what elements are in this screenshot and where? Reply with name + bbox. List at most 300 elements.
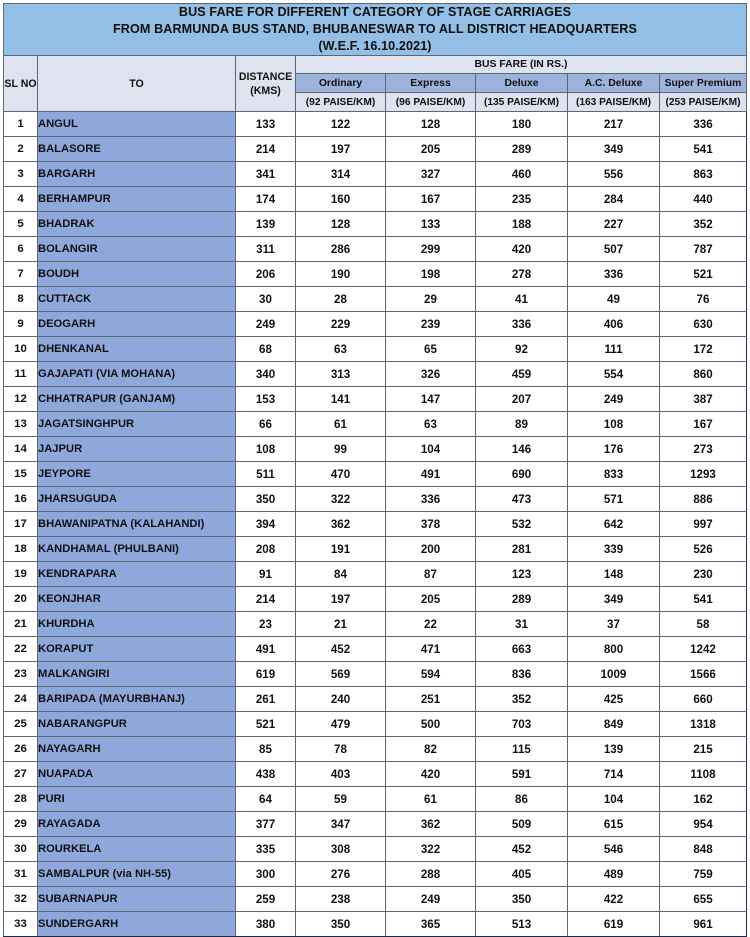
cell-ordinary: 403	[296, 762, 386, 787]
cell-express: 288	[386, 862, 476, 887]
cell-deluxe: 89	[476, 412, 568, 437]
cell-distance: 341	[236, 162, 296, 187]
table-row	[4, 862, 747, 887]
column-header-deluxe: Deluxe	[476, 74, 568, 93]
cell-destination: BARGARH	[38, 162, 236, 187]
cell-distance: 108	[236, 437, 296, 462]
cell-destination: KEONJHAR	[38, 587, 236, 612]
cell-destination: SAMBALPUR (via NH-55)	[38, 862, 236, 887]
cell-destination: BHADRAK	[38, 212, 236, 237]
cell-ac-deluxe: 249	[568, 387, 660, 412]
cell-ordinary: 347	[296, 812, 386, 837]
cell-deluxe: 452	[476, 837, 568, 862]
column-header-sl-no: SL NO	[4, 56, 38, 112]
cell-ordinary: 569	[296, 662, 386, 687]
cell-deluxe: 92	[476, 337, 568, 362]
cell-sl-no: 16	[4, 487, 38, 512]
cell-deluxe: 532	[476, 512, 568, 537]
cell-ordinary: 313	[296, 362, 386, 387]
cell-destination: BERHAMPUR	[38, 187, 236, 212]
cell-distance: 311	[236, 237, 296, 262]
cell-sl-no: 11	[4, 362, 38, 387]
cell-destination: PURI	[38, 787, 236, 812]
cell-deluxe: 188	[476, 212, 568, 237]
table-row	[4, 387, 747, 412]
column-header-express: Express	[386, 74, 476, 93]
cell-super-premium: 215	[660, 737, 747, 762]
table-row	[4, 137, 747, 162]
cell-ordinary: 238	[296, 887, 386, 912]
cell-sl-no: 14	[4, 437, 38, 462]
cell-destination: SUBARNAPUR	[38, 887, 236, 912]
cell-deluxe: 336	[476, 312, 568, 337]
cell-express: 65	[386, 337, 476, 362]
column-header-super-premium: Super Premium	[660, 74, 747, 93]
cell-distance: 214	[236, 137, 296, 162]
cell-ordinary: 479	[296, 712, 386, 737]
cell-deluxe: 180	[476, 112, 568, 137]
title-line-2: FROM BARMUNDA BUS STAND, BHUBANESWAR TO ALL DISTRICT HEADQUARTERS	[113, 22, 637, 36]
cell-distance: 214	[236, 587, 296, 612]
cell-sl-no: 26	[4, 737, 38, 762]
cell-distance: 91	[236, 562, 296, 587]
cell-ordinary: 286	[296, 237, 386, 262]
cell-sl-no: 23	[4, 662, 38, 687]
cell-ac-deluxe: 833	[568, 462, 660, 487]
cell-express: 82	[386, 737, 476, 762]
column-header-ac-deluxe: A.C. Deluxe	[568, 74, 660, 93]
cell-deluxe: 352	[476, 687, 568, 712]
cell-destination: BALASORE	[38, 137, 236, 162]
cell-destination: RAYAGADA	[38, 812, 236, 837]
cell-ordinary: 322	[296, 487, 386, 512]
cell-ac-deluxe: 571	[568, 487, 660, 512]
cell-ordinary: 99	[296, 437, 386, 462]
cell-deluxe: 690	[476, 462, 568, 487]
cell-distance: 350	[236, 487, 296, 512]
cell-express: 326	[386, 362, 476, 387]
cell-destination: CHHATRAPUR (GANJAM)	[38, 387, 236, 412]
cell-sl-no: 18	[4, 537, 38, 562]
cell-distance: 261	[236, 687, 296, 712]
cell-ac-deluxe: 284	[568, 187, 660, 212]
cell-express: 491	[386, 462, 476, 487]
cell-express: 22	[386, 612, 476, 637]
cell-distance: 66	[236, 412, 296, 437]
title-line-1: BUS FARE FOR DIFFERENT CATEGORY OF STAGE CARRIAGES	[178, 5, 572, 19]
cell-ac-deluxe: 339	[568, 537, 660, 562]
cell-super-premium: 162	[660, 787, 747, 812]
cell-super-premium: 860	[660, 362, 747, 387]
cell-destination: ROURKELA	[38, 837, 236, 862]
cell-distance: 380	[236, 912, 296, 937]
document-title	[4, 4, 747, 56]
cell-super-premium: 863	[660, 162, 747, 187]
cell-ac-deluxe: 507	[568, 237, 660, 262]
cell-deluxe: 115	[476, 737, 568, 762]
table-row	[4, 812, 747, 837]
cell-super-premium: 541	[660, 587, 747, 612]
rate-ac-deluxe: (163 PAISE/KM)	[568, 93, 660, 112]
cell-sl-no: 33	[4, 912, 38, 937]
cell-ac-deluxe: 422	[568, 887, 660, 912]
cell-sl-no: 1	[4, 112, 38, 137]
cell-distance: 249	[236, 312, 296, 337]
table-row	[4, 112, 747, 137]
cell-distance: 208	[236, 537, 296, 562]
table-row	[4, 462, 747, 487]
cell-destination: JHARSUGUDA	[38, 487, 236, 512]
table-row	[4, 562, 747, 587]
cell-deluxe: 350	[476, 887, 568, 912]
distance-unit: (KMS)	[250, 84, 281, 97]
cell-ac-deluxe: 714	[568, 762, 660, 787]
cell-destination: KORAPUT	[38, 637, 236, 662]
cell-super-premium: 167	[660, 412, 747, 437]
cell-deluxe: 207	[476, 387, 568, 412]
cell-deluxe: 473	[476, 487, 568, 512]
cell-destination: NAYAGARH	[38, 737, 236, 762]
cell-sl-no: 24	[4, 687, 38, 712]
cell-ac-deluxe: 489	[568, 862, 660, 887]
cell-super-premium: 58	[660, 612, 747, 637]
cell-ordinary: 84	[296, 562, 386, 587]
cell-ordinary: 160	[296, 187, 386, 212]
cell-express: 378	[386, 512, 476, 537]
cell-express: 299	[386, 237, 476, 262]
cell-deluxe: 31	[476, 612, 568, 637]
cell-super-premium: 172	[660, 337, 747, 362]
cell-ordinary: 308	[296, 837, 386, 862]
cell-destination: BOLANGIR	[38, 237, 236, 262]
cell-destination: GAJAPATI (VIA MOHANA)	[38, 362, 236, 387]
cell-sl-no: 29	[4, 812, 38, 837]
table-row	[4, 887, 747, 912]
table-row	[4, 412, 747, 437]
cell-express: 249	[386, 887, 476, 912]
cell-destination: MALKANGIRI	[38, 662, 236, 687]
cell-distance: 511	[236, 462, 296, 487]
cell-ac-deluxe: 425	[568, 687, 660, 712]
cell-ordinary: 122	[296, 112, 386, 137]
cell-super-premium: 387	[660, 387, 747, 412]
table-body	[4, 112, 747, 937]
cell-ac-deluxe: 349	[568, 587, 660, 612]
cell-sl-no: 30	[4, 837, 38, 862]
cell-ordinary: 59	[296, 787, 386, 812]
cell-sl-no: 8	[4, 287, 38, 312]
cell-express: 128	[386, 112, 476, 137]
cell-super-premium: 759	[660, 862, 747, 887]
cell-super-premium: 1108	[660, 762, 747, 787]
table-row	[4, 587, 747, 612]
table-row	[4, 687, 747, 712]
cell-express: 104	[386, 437, 476, 462]
column-header-ordinary: Ordinary	[296, 74, 386, 93]
cell-distance: 394	[236, 512, 296, 537]
cell-destination: KHURDHA	[38, 612, 236, 637]
table-row	[4, 712, 747, 737]
cell-destination: CUTTACK	[38, 287, 236, 312]
cell-super-premium: 655	[660, 887, 747, 912]
distance-label: DISTANCE	[238, 70, 293, 83]
cell-destination: BHAWANIPATNA (KALAHANDI)	[38, 512, 236, 537]
cell-ac-deluxe: 546	[568, 837, 660, 862]
cell-ac-deluxe: 800	[568, 637, 660, 662]
cell-distance: 259	[236, 887, 296, 912]
cell-express: 362	[386, 812, 476, 837]
cell-ac-deluxe: 849	[568, 712, 660, 737]
cell-destination: ANGUL	[38, 112, 236, 137]
cell-ordinary: 63	[296, 337, 386, 362]
cell-ordinary: 276	[296, 862, 386, 887]
cell-ordinary: 197	[296, 587, 386, 612]
cell-super-premium: 440	[660, 187, 747, 212]
cell-distance: 174	[236, 187, 296, 212]
cell-express: 147	[386, 387, 476, 412]
table-row	[4, 337, 747, 362]
cell-distance: 335	[236, 837, 296, 862]
cell-express: 63	[386, 412, 476, 437]
cell-deluxe: 509	[476, 812, 568, 837]
cell-express: 167	[386, 187, 476, 212]
cell-sl-no: 15	[4, 462, 38, 487]
bus-fare-table	[3, 3, 747, 937]
cell-ac-deluxe: 349	[568, 137, 660, 162]
table-row	[4, 212, 747, 237]
cell-ordinary: 197	[296, 137, 386, 162]
cell-deluxe: 591	[476, 762, 568, 787]
table-row	[4, 287, 747, 312]
cell-ordinary: 141	[296, 387, 386, 412]
title-line-3: (W.E.F. 16.10.2021)	[318, 39, 432, 53]
cell-deluxe: 836	[476, 662, 568, 687]
cell-sl-no: 9	[4, 312, 38, 337]
cell-express: 500	[386, 712, 476, 737]
cell-destination: JAGATSINGHPUR	[38, 412, 236, 437]
cell-super-premium: 886	[660, 487, 747, 512]
cell-destination: SUNDERGARH	[38, 912, 236, 937]
cell-ac-deluxe: 217	[568, 112, 660, 137]
column-header-to: TO	[38, 56, 236, 112]
cell-express: 327	[386, 162, 476, 187]
cell-ordinary: 191	[296, 537, 386, 562]
cell-sl-no: 22	[4, 637, 38, 662]
cell-super-premium: 352	[660, 212, 747, 237]
cell-super-premium: 1293	[660, 462, 747, 487]
cell-express: 200	[386, 537, 476, 562]
table-row	[4, 762, 747, 787]
cell-super-premium: 787	[660, 237, 747, 262]
cell-deluxe: 41	[476, 287, 568, 312]
cell-destination: DEOGARH	[38, 312, 236, 337]
cell-destination: JEYPORE	[38, 462, 236, 487]
cell-destination: KENDRAPARA	[38, 562, 236, 587]
cell-distance: 340	[236, 362, 296, 387]
cell-ordinary: 350	[296, 912, 386, 937]
cell-sl-no: 28	[4, 787, 38, 812]
table-row	[4, 612, 747, 637]
cell-ordinary: 190	[296, 262, 386, 287]
cell-super-premium: 1318	[660, 712, 747, 737]
cell-sl-no: 6	[4, 237, 38, 262]
cell-sl-no: 32	[4, 887, 38, 912]
table-row	[4, 637, 747, 662]
cell-distance: 521	[236, 712, 296, 737]
cell-sl-no: 2	[4, 137, 38, 162]
cell-sl-no: 4	[4, 187, 38, 212]
cell-super-premium: 660	[660, 687, 747, 712]
cell-express: 420	[386, 762, 476, 787]
table-row	[4, 487, 747, 512]
cell-distance: 491	[236, 637, 296, 662]
table-row	[4, 512, 747, 537]
cell-sl-no: 21	[4, 612, 38, 637]
cell-deluxe: 663	[476, 637, 568, 662]
cell-ordinary: 21	[296, 612, 386, 637]
cell-express: 61	[386, 787, 476, 812]
column-header-distance	[236, 56, 296, 112]
cell-deluxe: 420	[476, 237, 568, 262]
cell-ac-deluxe: 37	[568, 612, 660, 637]
table-row	[4, 187, 747, 212]
cell-deluxe: 146	[476, 437, 568, 462]
cell-ac-deluxe: 619	[568, 912, 660, 937]
cell-ordinary: 314	[296, 162, 386, 187]
rate-deluxe: (135 PAISE/KM)	[476, 93, 568, 112]
cell-ordinary: 470	[296, 462, 386, 487]
cell-super-premium: 541	[660, 137, 747, 162]
cell-super-premium: 526	[660, 537, 747, 562]
cell-destination: DHENKANAL	[38, 337, 236, 362]
cell-ac-deluxe: 406	[568, 312, 660, 337]
cell-deluxe: 86	[476, 787, 568, 812]
cell-super-premium: 76	[660, 287, 747, 312]
cell-ordinary: 78	[296, 737, 386, 762]
table-header	[4, 4, 747, 112]
table-row	[4, 737, 747, 762]
cell-ac-deluxe: 615	[568, 812, 660, 837]
cell-super-premium: 954	[660, 812, 747, 837]
table-row	[4, 162, 747, 187]
cell-sl-no: 10	[4, 337, 38, 362]
cell-ac-deluxe: 227	[568, 212, 660, 237]
cell-super-premium: 521	[660, 262, 747, 287]
cell-ac-deluxe: 148	[568, 562, 660, 587]
table-row	[4, 537, 747, 562]
cell-express: 205	[386, 137, 476, 162]
cell-deluxe: 123	[476, 562, 568, 587]
cell-deluxe: 278	[476, 262, 568, 287]
cell-deluxe: 289	[476, 587, 568, 612]
cell-destination: KANDHAMAL (PHULBANI)	[38, 537, 236, 562]
cell-ac-deluxe: 642	[568, 512, 660, 537]
cell-distance: 619	[236, 662, 296, 687]
cell-ordinary: 229	[296, 312, 386, 337]
table-row	[4, 787, 747, 812]
cell-ac-deluxe: 139	[568, 737, 660, 762]
cell-express: 87	[386, 562, 476, 587]
cell-sl-no: 3	[4, 162, 38, 187]
cell-ac-deluxe: 49	[568, 287, 660, 312]
cell-super-premium: 1242	[660, 637, 747, 662]
cell-express: 205	[386, 587, 476, 612]
cell-sl-no: 17	[4, 512, 38, 537]
rate-express: (96 PAISE/KM)	[386, 93, 476, 112]
cell-super-premium: 997	[660, 512, 747, 537]
cell-super-premium: 230	[660, 562, 747, 587]
cell-sl-no: 27	[4, 762, 38, 787]
cell-distance: 438	[236, 762, 296, 787]
cell-deluxe: 513	[476, 912, 568, 937]
cell-super-premium: 1566	[660, 662, 747, 687]
cell-distance: 206	[236, 262, 296, 287]
cell-super-premium: 336	[660, 112, 747, 137]
cell-ordinary: 128	[296, 212, 386, 237]
rate-super-premium: (253 PAISE/KM)	[660, 93, 747, 112]
cell-ac-deluxe: 336	[568, 262, 660, 287]
cell-super-premium: 273	[660, 437, 747, 462]
cell-sl-no: 19	[4, 562, 38, 587]
cell-distance: 30	[236, 287, 296, 312]
cell-ordinary: 362	[296, 512, 386, 537]
cell-super-premium: 961	[660, 912, 747, 937]
cell-express: 336	[386, 487, 476, 512]
cell-express: 198	[386, 262, 476, 287]
table-row	[4, 662, 747, 687]
cell-express: 239	[386, 312, 476, 337]
cell-sl-no: 20	[4, 587, 38, 612]
cell-ac-deluxe: 111	[568, 337, 660, 362]
cell-ac-deluxe: 176	[568, 437, 660, 462]
cell-distance: 139	[236, 212, 296, 237]
cell-distance: 64	[236, 787, 296, 812]
cell-distance: 85	[236, 737, 296, 762]
table-row	[4, 362, 747, 387]
cell-express: 133	[386, 212, 476, 237]
cell-distance: 153	[236, 387, 296, 412]
cell-deluxe: 405	[476, 862, 568, 887]
cell-sl-no: 13	[4, 412, 38, 437]
cell-ordinary: 240	[296, 687, 386, 712]
cell-distance: 23	[236, 612, 296, 637]
cell-deluxe: 289	[476, 137, 568, 162]
cell-ac-deluxe: 554	[568, 362, 660, 387]
cell-express: 29	[386, 287, 476, 312]
rate-ordinary: (92 PAISE/KM)	[296, 93, 386, 112]
header-row-group	[4, 56, 747, 74]
cell-ac-deluxe: 104	[568, 787, 660, 812]
cell-express: 251	[386, 687, 476, 712]
cell-destination: JAJPUR	[38, 437, 236, 462]
cell-sl-no: 31	[4, 862, 38, 887]
table-row	[4, 237, 747, 262]
table-row	[4, 437, 747, 462]
cell-deluxe: 703	[476, 712, 568, 737]
cell-destination: NUAPADA	[38, 762, 236, 787]
table-row	[4, 262, 747, 287]
table-row	[4, 837, 747, 862]
cell-distance: 133	[236, 112, 296, 137]
title-row	[4, 4, 747, 56]
cell-deluxe: 460	[476, 162, 568, 187]
cell-sl-no: 12	[4, 387, 38, 412]
cell-ordinary: 452	[296, 637, 386, 662]
cell-deluxe: 235	[476, 187, 568, 212]
cell-express: 322	[386, 837, 476, 862]
cell-ordinary: 28	[296, 287, 386, 312]
cell-sl-no: 25	[4, 712, 38, 737]
